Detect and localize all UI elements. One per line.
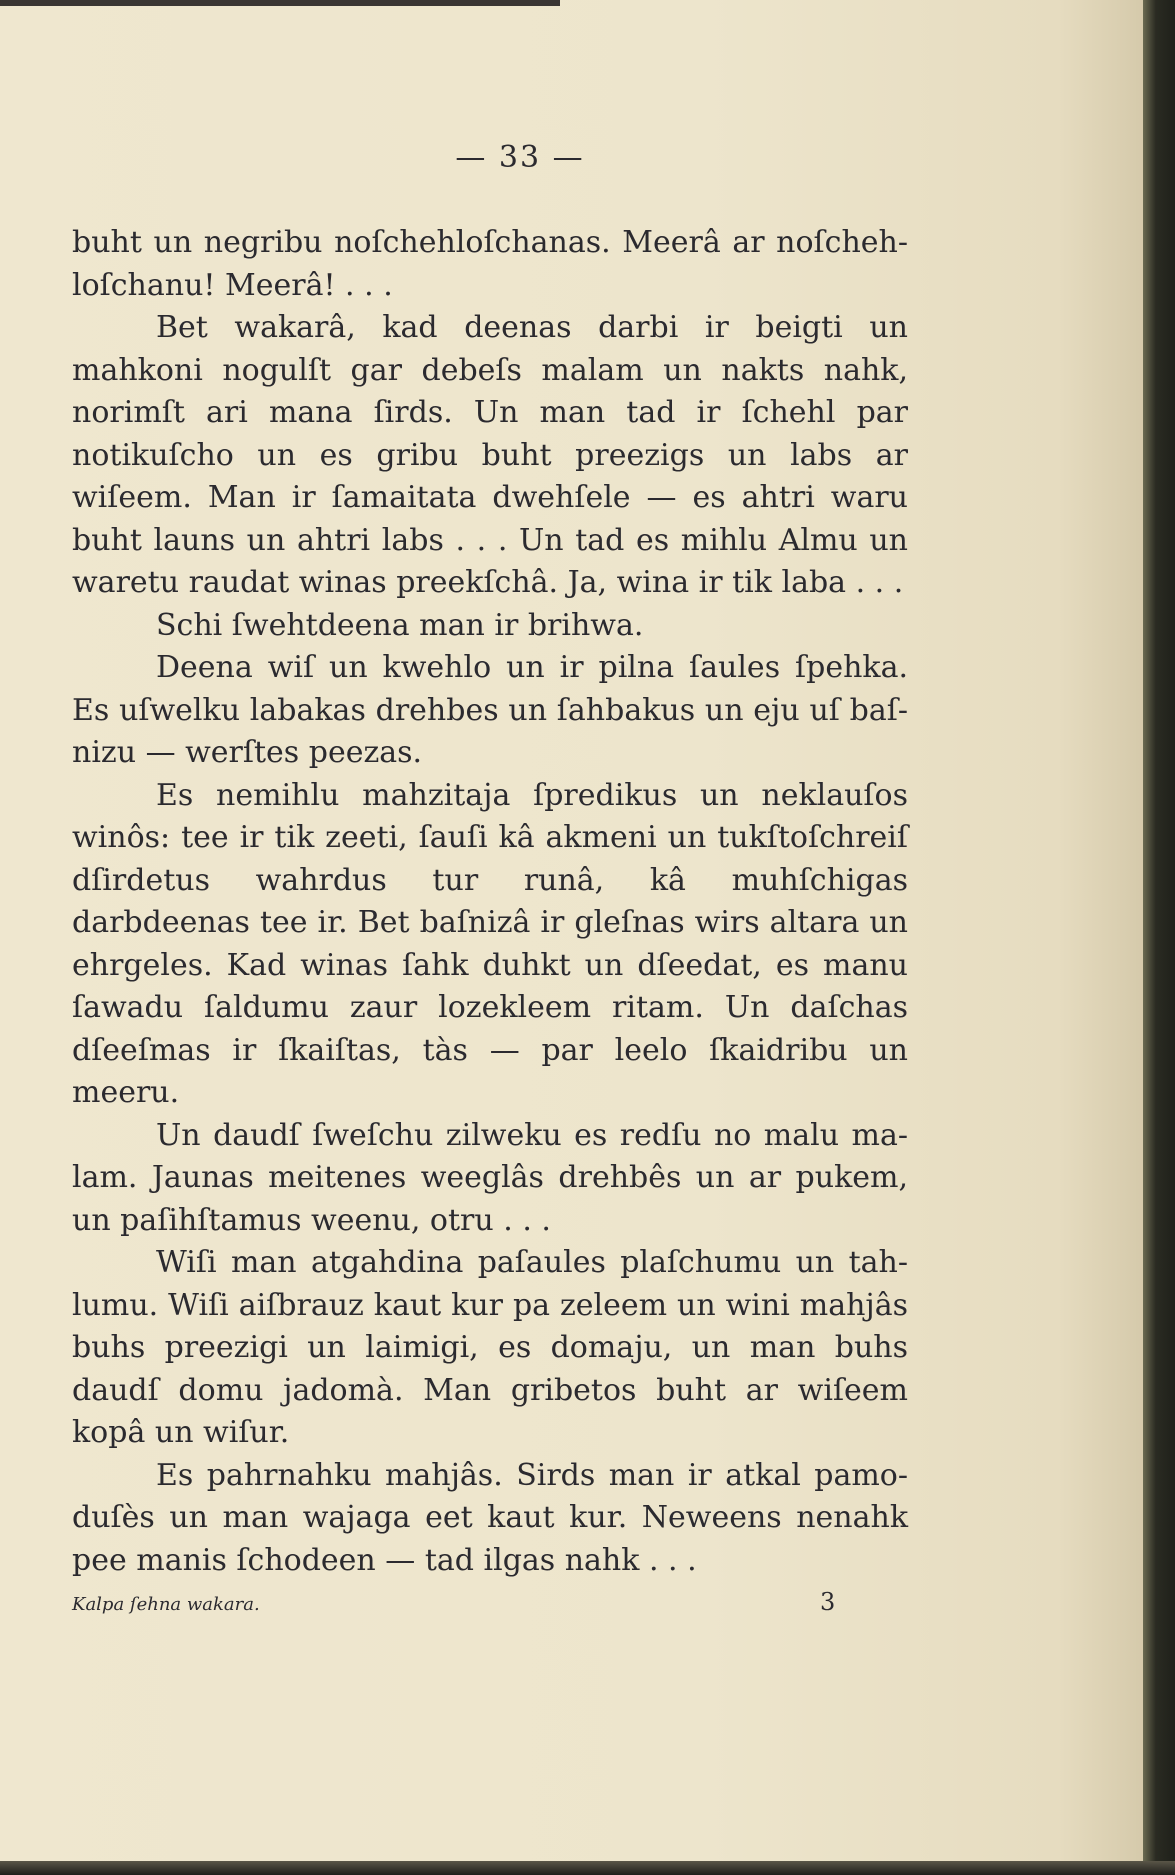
paragraph: Wiſi man atgahdina paſaules plaſchumu un tah-lumu. Wiſi aiſbrauz kaut kur pa zeleem un wini mahjâs buhs preezigi un laimigi, es domaju, un man buhs daudſ domu jadomà. Man gribetos buht ar wiſeem kopâ un wiſur. xyxy=(72,1245,908,1450)
footer-sheet-number: 3 xyxy=(820,1588,836,1616)
paragraph: buht un negribu noſchehloſchanas. Meerâ ar noſcheh-loſchanu! Meerâ! . . . xyxy=(72,225,908,303)
footer-signature: Kalpa ſehna wakara. xyxy=(72,1594,260,1615)
paragraph: Un daudſ ſweſchu zilweku es redſu no malu ma-lam. Jaunas meitenes weeglâs drehbês un ar pukem, un paſihſtamus weenu, otru . . . xyxy=(72,1117,908,1238)
page-bottom-edge xyxy=(0,1861,1175,1875)
page-number: — 33 — xyxy=(455,140,585,175)
paragraph: Bet wakarâ, kad deenas darbi ir beigti un mahkoni nogulſt gar debeſs malam un nakts nahk, norimſt ari mana ſirds. Un man tad ir ſchehl par notikuſcho un es gribu buht preezigs un labs ar wiſeem. Man ir ſamaitata dwehſele — es ahtri waru buht launs un ahtri labs . . . Un tad es mihlu Almu un waretu raudat winas preekſchâ. Ja, wina ir tik laba . . . xyxy=(72,310,908,600)
paragraph: Deena wiſ un kwehlo un ir pilna ſaules ſpehka. Es uſwelku labakas drehbes un ſahbakus un eju uſ baſ-nizu — werſtes peezas. xyxy=(72,650,908,770)
body-text xyxy=(72,222,908,1582)
paragraph: Es nemihlu mahzitaja ſpredikus un neklauſos winôs: tee ir tik zeeti, ſauſi kâ akmeni un tukſtoſchreiſ dſirdetus wahrdus tur runâ, kâ muhſchigas darbdeenas tee ir. Bet baſnizâ ir gleſnas wirs altara un ehrgeles. Kad winas ſahk duhkt un dſeedat, es manu ſawadu ſaldumu zaur lozekleem ritam. Un daſchas dſeeſmas ir ſkaiſtas, tàs — par leelo ſkaidribu un meeru. xyxy=(72,777,908,1110)
top-rule xyxy=(0,0,560,6)
paragraph: Schi ſwehtdeena man ir brihwa. xyxy=(156,607,644,643)
paragraph: Es pahrnahku mahjâs. Sirds man ir atkal pamo-duſès un man wajaga eet kaut kur. Neweens nenahk pee manis ſchodeen — tad ilgas nahk . . . xyxy=(72,1457,908,1578)
book-spine-edge xyxy=(1143,0,1175,1875)
